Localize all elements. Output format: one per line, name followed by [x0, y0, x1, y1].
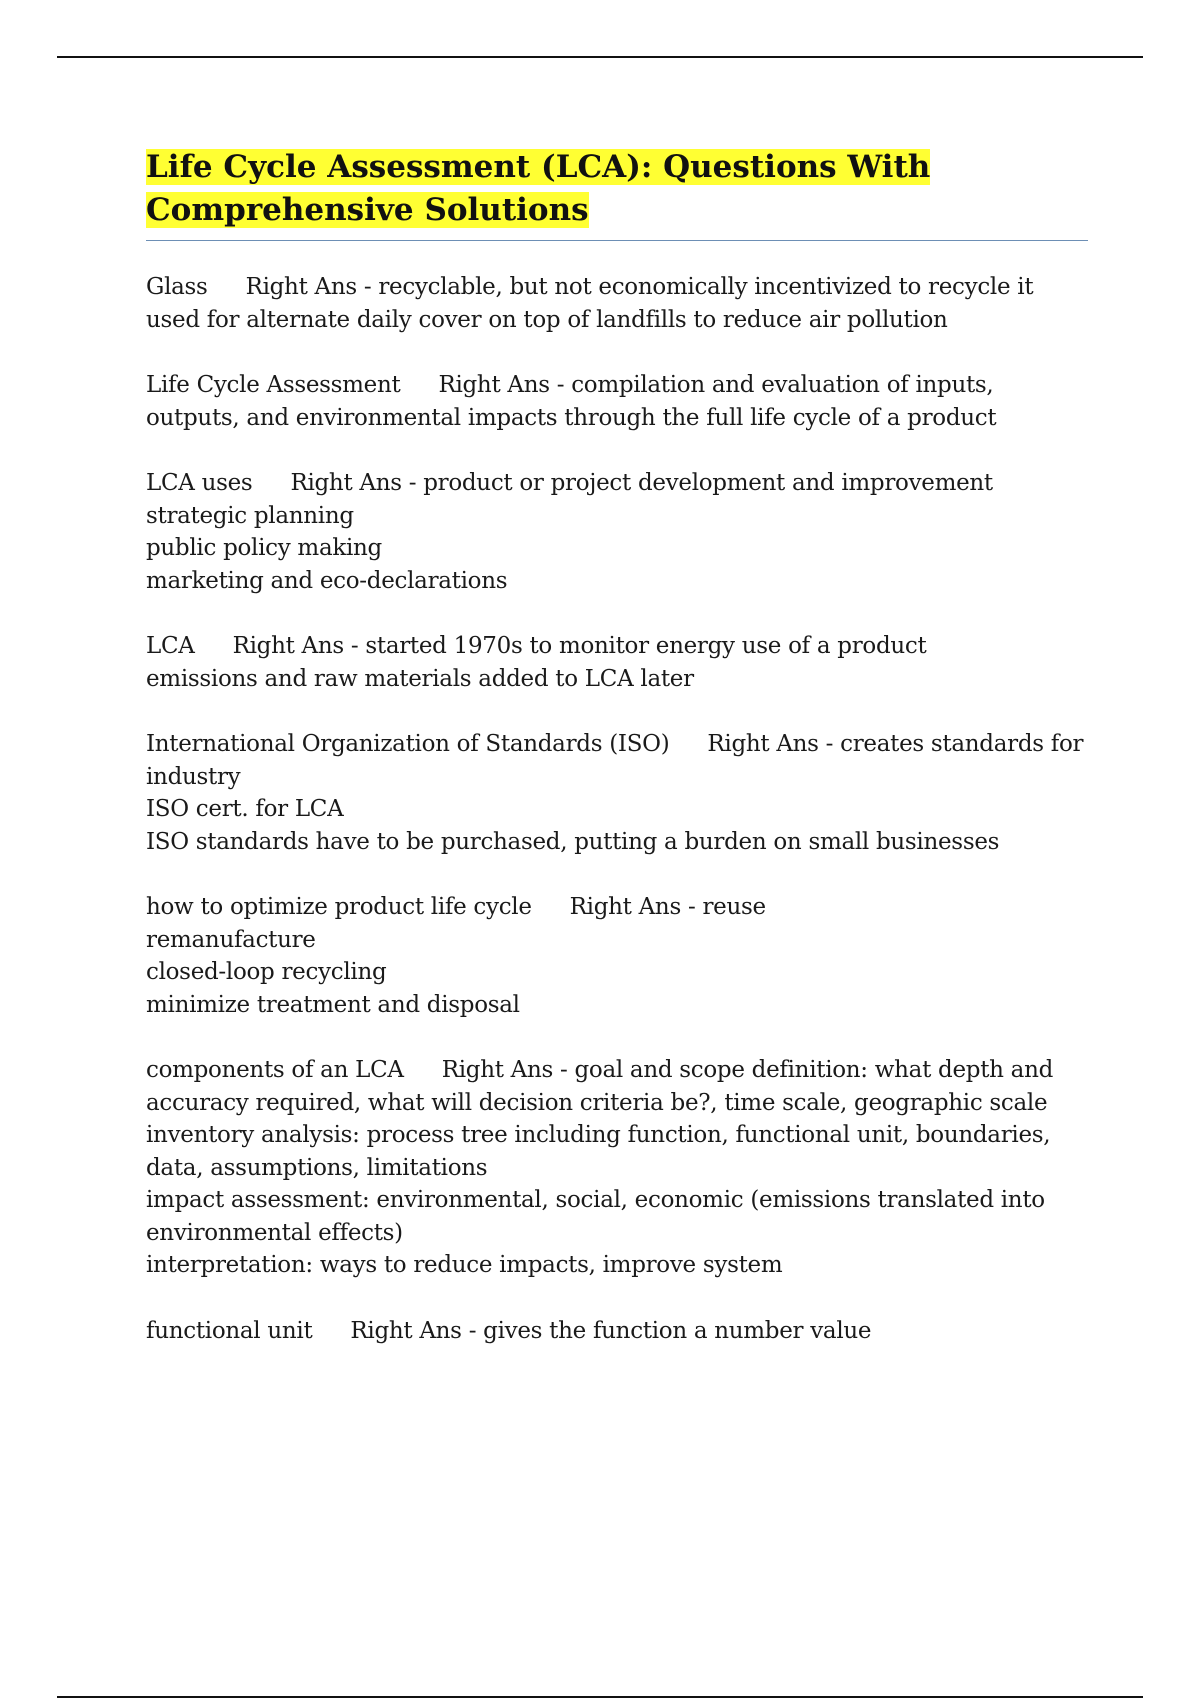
question-term: how to optimize product life cycle — [146, 894, 532, 920]
answer-line: Right Ans - started 1970s to monitor energy use of a product — [232, 633, 927, 659]
answer-line: Right Ans - creates standards for industry — [146, 731, 1084, 790]
question-term: International Organization of Standards (ISO) — [146, 731, 670, 757]
answer-line: Right Ans - recyclable, but not economically incentivized to recycle it used for alternate daily cover on top of landfills to reduce air pollution — [146, 274, 1034, 333]
qa-list — [146, 271, 1088, 1347]
answer-line: minimize treatment and disposal — [146, 991, 520, 1018]
answer-line: emissions and raw materials added to LCA later — [146, 665, 694, 692]
footer-rule — [57, 1696, 1143, 1698]
question-term: LCA — [146, 633, 195, 659]
question-term: Life Cycle Assessment — [146, 372, 401, 398]
qa-entry — [146, 891, 1088, 1021]
qa-entry — [146, 1315, 1088, 1348]
title-highlight: Life Cycle Assessment (LCA): Questions With Comprehensive Solutions — [146, 149, 931, 228]
answer-line: closed-loop recycling — [146, 959, 387, 985]
answer-line: strategic planning — [146, 502, 354, 529]
qa-entry — [146, 467, 1088, 597]
answer-line: public policy making — [146, 535, 382, 561]
title-block — [146, 146, 1088, 241]
answer-line: Right Ans - goal and scope definition: what depth and accuracy required, what will decision criteria be?, time scale, geographic scale — [146, 1057, 1054, 1116]
qa-entry — [146, 369, 1088, 434]
answer-line: Right Ans - gives the function a number value — [350, 1317, 872, 1344]
answer-line: inventory analysis: process tree including function, functional unit, boundaries, data, assumptions, limitations — [146, 1122, 1051, 1181]
question-term: functional unit — [146, 1317, 313, 1344]
qa-entry — [146, 1054, 1088, 1282]
answer-line: impact assessment: environmental, social, economic (emissions translated into environmental effects) — [146, 1187, 1045, 1246]
answer-line: ISO cert. for LCA — [146, 796, 344, 822]
qa-entry — [146, 728, 1088, 858]
document-page — [146, 146, 1088, 1380]
header-rule — [57, 56, 1143, 58]
question-term: Glass — [146, 274, 208, 300]
question-term: components of an LCA — [146, 1057, 404, 1083]
qa-entry — [146, 630, 1088, 695]
qa-entry — [146, 271, 1088, 336]
document-title — [146, 146, 1088, 232]
answer-line: Right Ans - reuse — [569, 894, 766, 920]
answer-line: Right Ans - product or project development and improvement — [290, 470, 993, 496]
answer-line: marketing and eco-declarations — [146, 567, 508, 594]
answer-line: ISO standards have to be purchased, putting a burden on small businesses — [146, 828, 1000, 855]
question-term: LCA uses — [146, 470, 253, 496]
answer-line: Right Ans - compilation and evaluation of inputs, outputs, and environmental impacts through the full life cycle of a product — [146, 372, 997, 431]
answer-line: interpretation: ways to reduce impacts, improve system — [146, 1252, 783, 1278]
answer-line: remanufacture — [146, 926, 316, 953]
